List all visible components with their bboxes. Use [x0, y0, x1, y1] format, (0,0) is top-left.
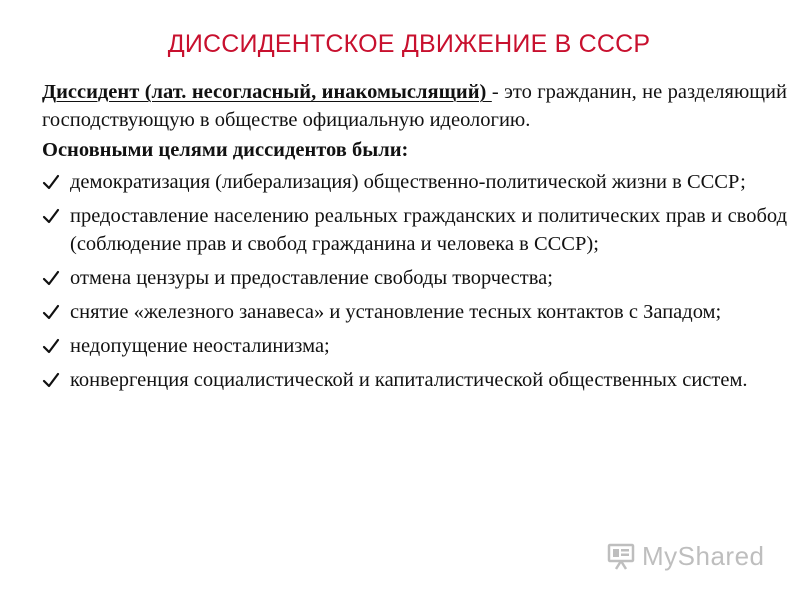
goal-text: конвергенция социалистической и капиталистической общественных систем. [70, 369, 748, 391]
watermark-text: MyShared [642, 540, 765, 571]
watermark [606, 538, 765, 574]
slide-content [42, 78, 787, 400]
check-icon [42, 303, 60, 321]
check-icon [42, 207, 60, 225]
goal-text: недопущение неосталинизма; [70, 335, 330, 357]
goal-text: предоставление населению реальных гражданских и политических прав и свобод (соблюдение прав и свобод гражданина и человека в СССР); [70, 205, 787, 255]
list-item [42, 202, 787, 258]
goal-text: демократизация (либерализация) общественно-политической жизни в СССР; [70, 171, 746, 193]
check-icon [42, 371, 60, 389]
list-item [42, 332, 787, 360]
goal-text: снятие «железного занавеса» и установление тесных контактов с Западом; [70, 301, 722, 323]
list-item [42, 366, 787, 394]
goals-heading: Основными целями диссидентов были: [42, 139, 409, 161]
list-item [42, 298, 787, 326]
check-icon [42, 173, 60, 191]
definition-text: - это гражданин, не разделяющий господствующую в обществе официальную идеологию. [42, 81, 787, 131]
check-icon [42, 337, 60, 355]
slide-title: ДИССИДЕНТСКОЕ ДВИЖЕНИЕ В СССР [167, 30, 651, 58]
goals-list [42, 168, 787, 394]
presentation-board-icon [606, 541, 636, 571]
list-item [42, 168, 787, 196]
definition-term: Диссидент (лат. несогласный, инакомыслящий) [42, 81, 492, 103]
check-icon [42, 269, 60, 287]
goal-text: отмена цензуры и предоставление свободы творчества; [70, 267, 553, 289]
list-item [42, 264, 787, 292]
definition-paragraph [42, 78, 787, 134]
